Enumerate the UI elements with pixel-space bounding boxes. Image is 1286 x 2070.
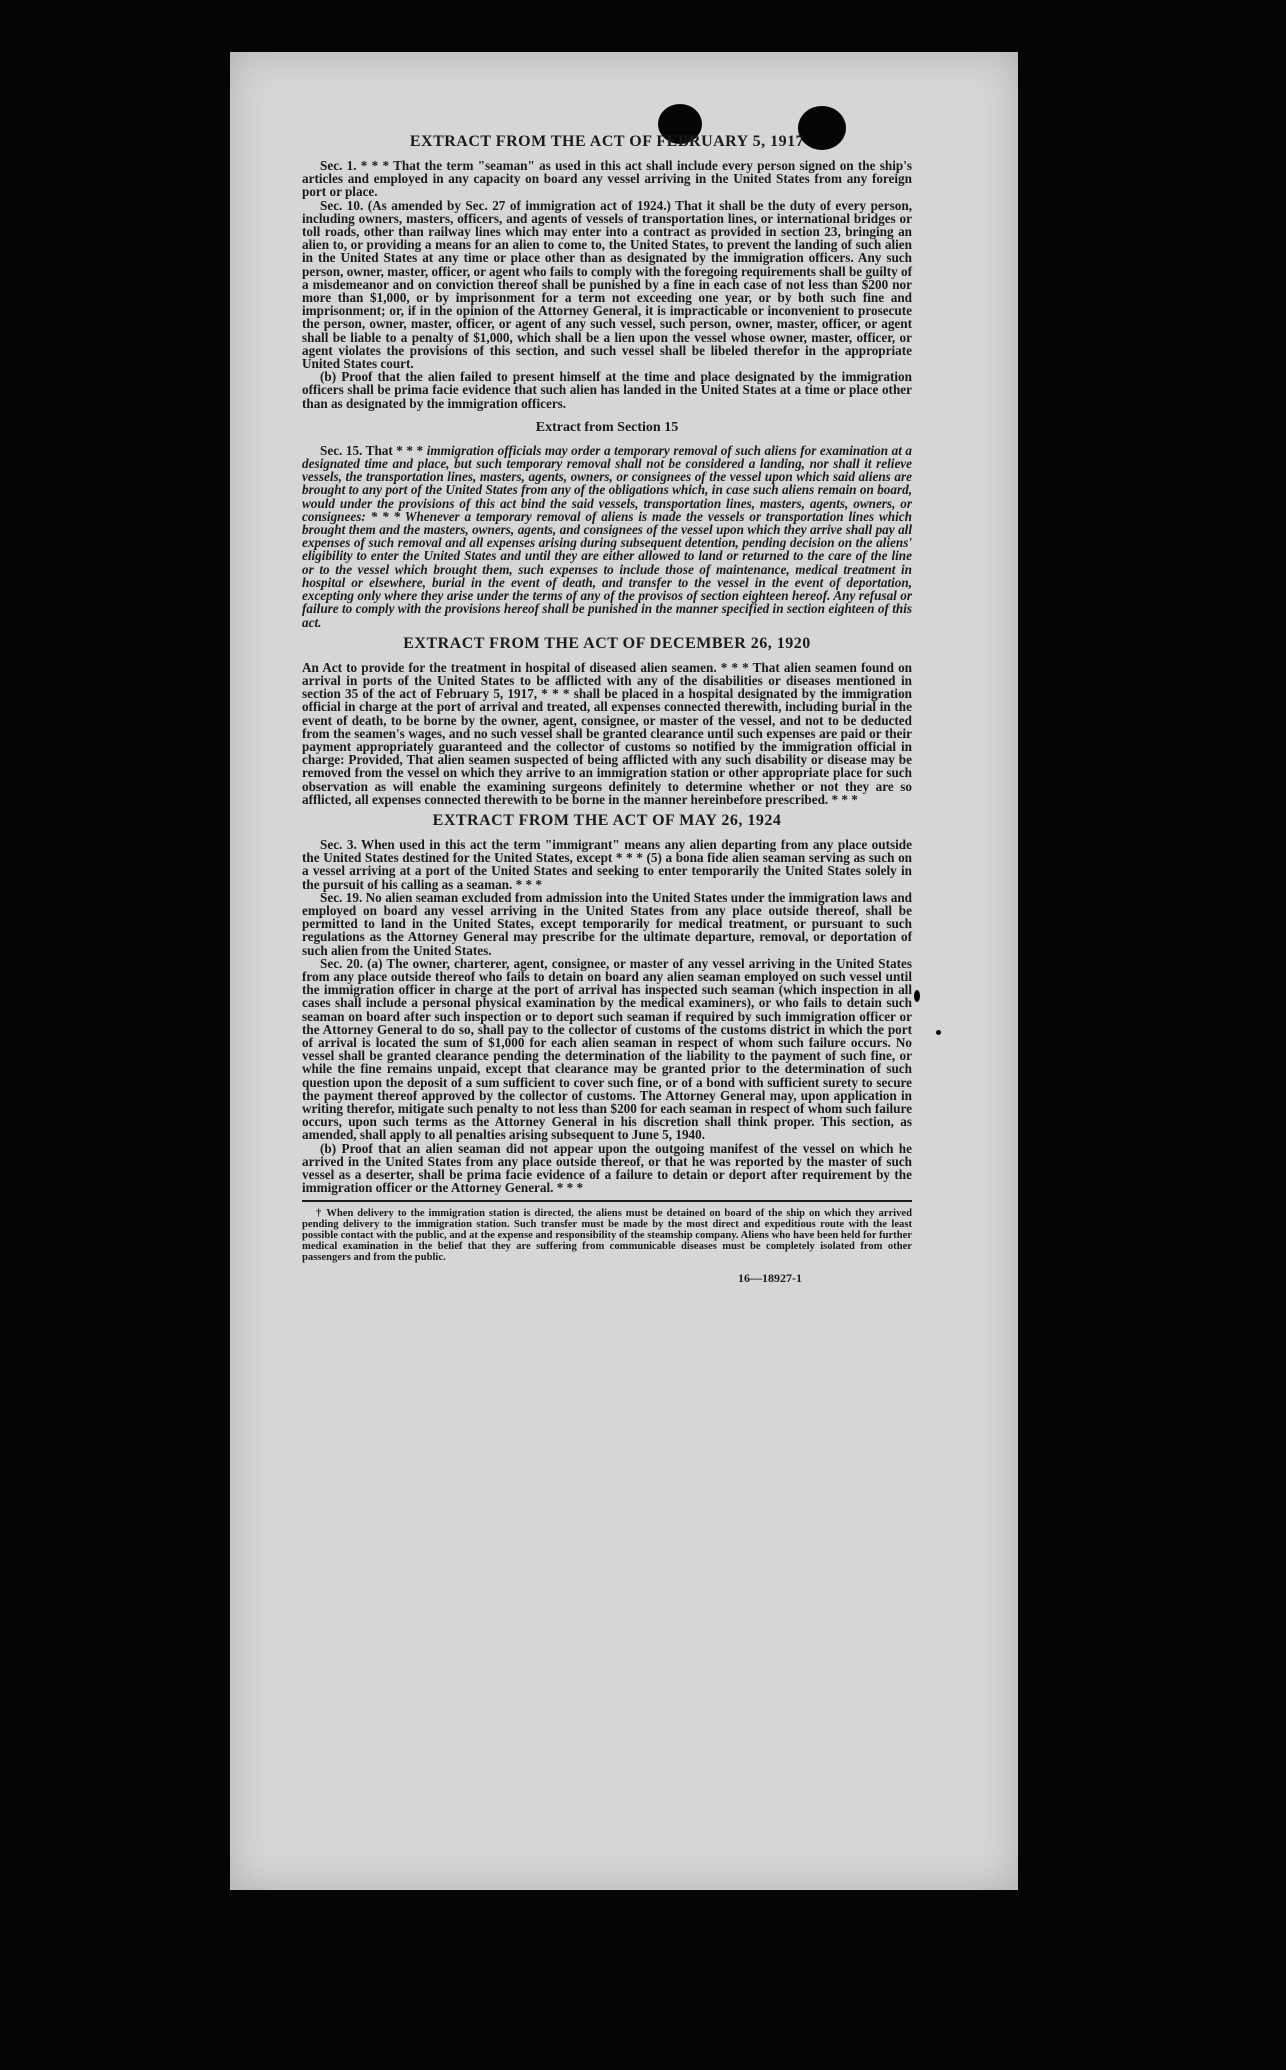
form-number: 16—18927-1 — [738, 1271, 802, 1286]
paragraph — [302, 444, 912, 629]
section-subheading: Extract from Section 15 — [535, 419, 679, 435]
document-page — [230, 52, 1018, 1890]
section-heading: EXTRACT FROM THE ACT OF MAY 26, 1924 — [432, 811, 782, 829]
paragraph-lead: Sec. 15. That * * * — [320, 442, 424, 458]
paragraph: Sec. 1. * * * That the term "seaman" as used in this act shall include every person signed on the ship's articles and employed in any capacity on board any vessel arriving in the United States from any foreign port or place. — [302, 158, 912, 200]
document-body — [302, 127, 912, 1286]
footnote: † When delivery to the immigration station is directed, the aliens must be detained on board of the ship on which they arrived pending delivery to the immigration station. Such transfer must be made by the most direct and expeditious route with the least possible contact with the public, and at the expense and responsibility of the steamship company. Aliens who have been held for further medical examination in the belief that they are suffering from communicable diseases must be completely isolated from other passengers and from the public. — [302, 1208, 912, 1264]
paragraph: Sec. 20. (a) The owner, charterer, agent, consignee, or master of any vessel arriving in the United States from any place outside thereof who fails to detain on board any alien seaman employed on such vessel until the immigration officer in charge at the port of arrival has inspected such seaman (which inspection in all cases shall include a personal physical examination by the medical examiners), or who fails to detain such seaman on board after such inspection or to deport such seaman if required by such immigration officer or the Attorney General to do so, shall pay to the collector of customs of the customs district in which the port of arrival is located the sum of $1,000 for each alien seaman in respect of whom such failure occurs. No vessel shall be granted clearance pending the determination of the liability to the payment of such fine, or while the fine remains unpaid, except that clearance may be granted prior to the determination of such question upon the deposit of a sum sufficient to cover such fine, or of a bond with sufficient surety to secure the payment thereof approved by the collector of customs. The Attorney General may, upon application in writing therefor, mitigate such penalty to not less than $200 for each seaman in respect of whom such failure occurs, upon such terms as the Attorney General in his discretion shall think proper. This section, as amended, shall apply to all penalties arising subsequent to June 5, 1940. — [302, 955, 912, 1143]
section-heading: EXTRACT FROM THE ACT OF DECEMBER 26, 1920 — [403, 634, 811, 652]
paragraph: Sec. 10. (As amended by Sec. 27 of immigration act of 1924.) That it shall be the duty of every person, including owners, masters, officers, and agents of vessels of transportation lines, or international bridges or toll roads, other than railway lines which may enter into a contract as provided in section 23, bringing an alien to, or providing a means for an alien to come to, the United States, to prevent the landing of such alien in the United States at any time or place other than as designated by the immigration officers. Any such person, owner, master, officer, or agent who fails to comply with the foregoing requirements shall be guilty of a misdemeanor and on conviction thereof shall be punished by a fine in each case of not less than $200 nor more than $1,000, or by imprisonment for a term not exceeding one year, or by both such fine and imprisonment; or, if in the opinion of the Attorney General, it is impracticable or inconvenient to prosecute the person, owner, master, officer, or agent of any such vessel, such person, owner, master, officer, or agent shall be liable to a penalty of $1,000, which shall be a lien upon the vessel whose owner, master, officer, or agent violates the provisions of this section, and such vessel shall be libeled therefor in the appropriate United States court. — [302, 197, 912, 372]
paragraph: (b) Proof that an alien seaman did not appear upon the outgoing manifest of the vessel on which he arrived in the United States from any place outside thereof, or that he was reported by the master of such vessel as a deserter, shall be prima facie evidence of a failure to detain or deport after requirement by the immigration officer or the Attorney General. * * * — [302, 1140, 912, 1196]
paragraph: An Act to provide for the treatment in hospital of diseased alien seamen. * * * That alien seamen found on arrival in ports of the United States to be afflicted with any of the disabilities or diseases mentioned in section 35 of the act of February 5, 1917, * * * shall be placed in a hospital designated by the immigration official in charge at the port of arrival and treated, all expenses connected therewith, including burial in the event of death, to be borne by the owner, agent, consignee, or master of the vessel, and not to be deducted from the seamen's wages, and no such vessel shall be granted clearance until such expenses are paid or their payment appropriately guaranteed and the collector of customs so notified by the immigration official in charge: Provided, That alien seamen suspected of being afflicted with any such disability or disease may be removed from the vessel on which they arrive to an immigration station or other appropriate place for such observation as will enable the examining surgeons definitely to determine whether or not they are so afflicted, all expenses connected therewith to be borne in the manner hereinbefore prescribed. * * * — [302, 659, 912, 807]
punch-hole — [914, 990, 920, 1002]
section-heading: EXTRACT FROM THE ACT OF FEBRUARY 5, 1917 — [409, 133, 805, 150]
paragraph-italic: immigration officials may order a temporary removal of such aliens for examination at a designated time and place, but such temporary removal shall not be considered a landing, nor shall it relieve vessels, the transportation lines, masters, agents, owners, or consignees of the vessel upon which said aliens are brought to any port of the United States from any of the obligations which, in case such aliens remain on board, would under the provisions of this act bind the said vessels, transportation lines, masters, agents, owners, or consignees: * * * Whenever a temporary removal of aliens is made the vessels or transportation lines which brought them and the masters, owners, agents, and consignees of the vessel upon which they arrive shall pay all expenses of such removal and all expenses arising during subsequent detention, pending decision on the aliens' eligibility to enter the United States and until they are either allowed to land or returned to the care of the line or to the vessel which brought them, such expenses to include those of maintenance, medical treatment in hospital or elsewhere, burial in the event of death, and transfer to the vessel in the event of deportation, excepting only where they arise under the terms of any of the provisos of section eighteen hereof. Any refusal or failure to comply with the provisions hereof shall be punished in the manner specified in section eighteen of this act. — [302, 442, 912, 630]
paragraph: Sec. 3. When used in this act the term "immigrant" means any alien departing from any place outside the United States destined for the United States, except * * * (5) a bona fide alien seaman serving as such on a vessel arriving at a port of the United States and seeking to enter temporarily the United States solely in the pursuit of his calling as a seaman. * * * — [302, 836, 912, 892]
paragraph: Sec. 19. No alien seaman excluded from admission into the United States under the immigration laws and employed on board any vessel arriving in the United States from any place outside thereof, shall be permitted to land in the United States, except temporarily for medical treatment, or pursuant to such regulations as the Attorney General may prescribe for the ultimate departure, removal, or deportation of such alien from the United States. — [302, 889, 912, 958]
footnote-rule — [302, 1200, 912, 1202]
punch-hole — [936, 1030, 941, 1035]
paragraph: (b) Proof that the alien failed to present himself at the time and place designated by the immigration officers shall be prima facie evidence that such alien has landed in the United States at a time or place other than as designated by the immigration officers. — [302, 369, 912, 411]
